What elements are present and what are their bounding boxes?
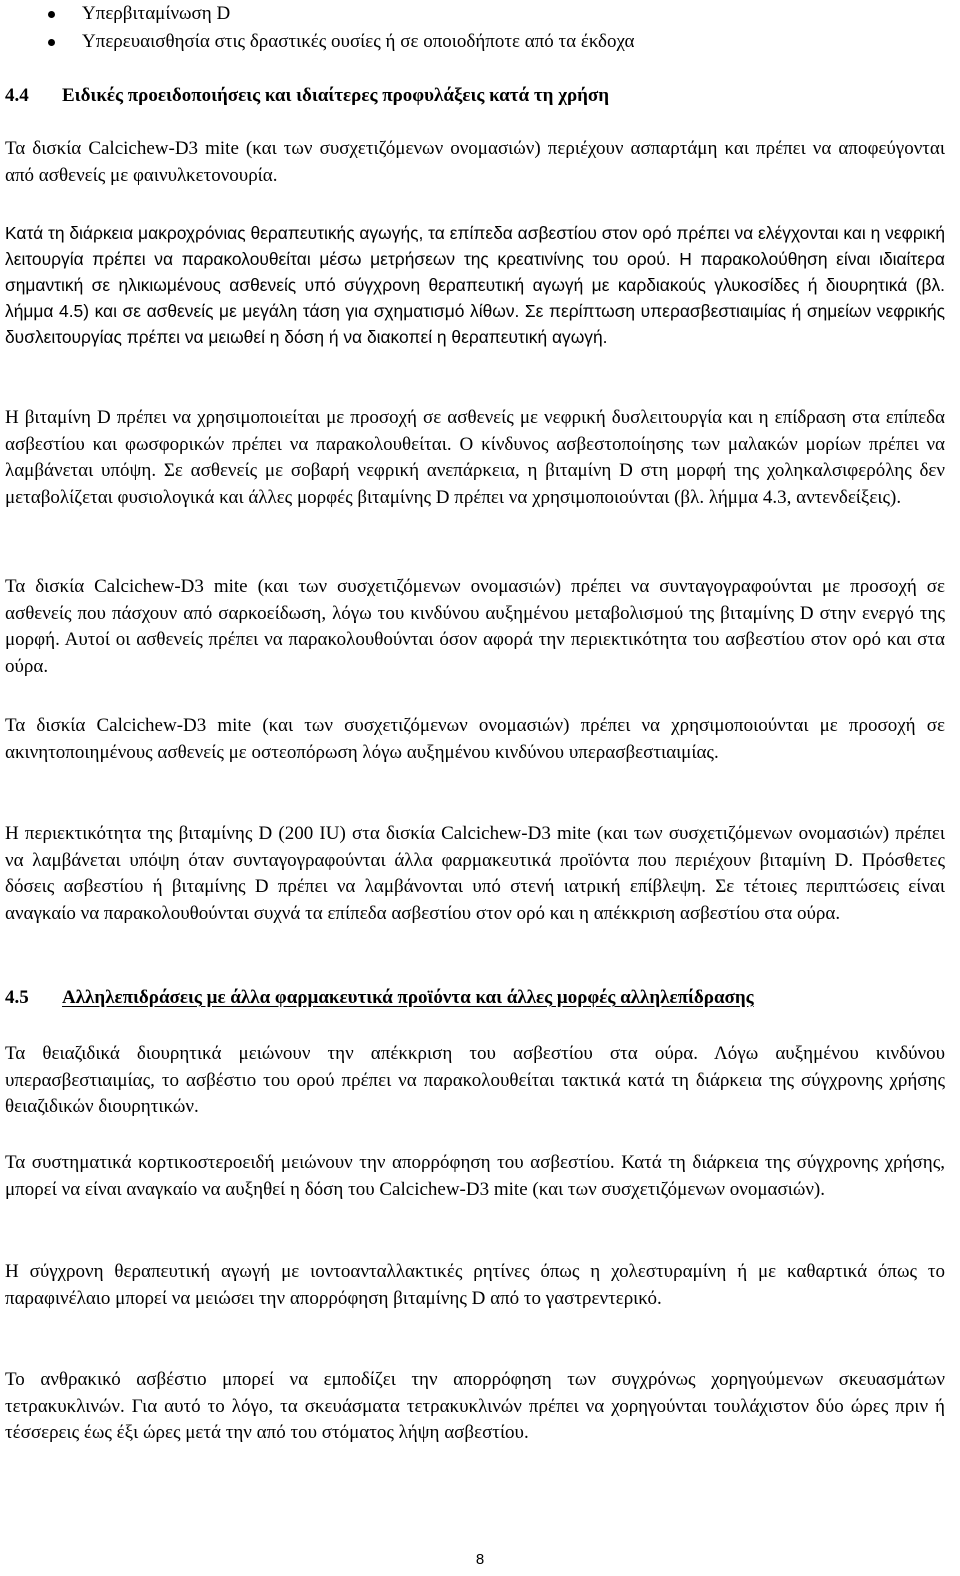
bullet-icon [48, 11, 55, 18]
paragraph: Η περιεκτικότητα της βιταμίνης D (200 IU) στα δισκία Calcichew-D3 mite (και των συσχετιζόμενων ονομασιών) πρέπει να λαμβάνεται υπόψη όταν συνταγογραφούνται άλλα φαρμακευτικά προϊόντα που περιέχουν βιταμίνη D. Πρόσθετες δόσεις ασβεστίου ή βιταμίνης D πρέπει να λαμβάνονται υπό στενή ιατρική επίβλεψη. Σε τέτοιες περιπτώσεις είναι αναγκαίο να παρακολουθούνται συχνά τα επίπεδα ασβεστίου στον ορό και η απέκκριση ασβεστίου στα ούρα. [5, 823, 945, 924]
paragraph: Τα δισκία Calcichew-D3 mite (και των συσχετιζόμενων ονομασιών) περιέχουν ασπαρτάμη και πρέπει να αποφεύγονται από ασθενείς με φαινυλκετονουρία. [5, 138, 945, 186]
paragraph: Τα δισκία Calcichew-D3 mite (και των συσχετιζόμενων ονομασιών) πρέπει να συνταγογραφούνται με προσοχή σε ασθενείς που πάσχουν από σαρκοείδωση, λόγω του κινδύνου αυξημένου μεταβολισμού της βιταμίνης D στην ενεργό της μορφή. Αυτοί οι ασθενείς πρέπει να παρακολουθούνται όσον αφορά την περιεκτικότητα του ασβεστίου στον ορό και στα ούρα. [5, 576, 945, 677]
paragraph: Η βιταμίνη D πρέπει να χρησιμοποιείται με προσοχή σε ασθενείς με νεφρική δυσλειτουργία και η επίδραση στα επίπεδα ασβεστίου και φωσφορικών πρέπει να παρακολουθείται. Ο κίνδυνος ασβεστοποίησης των μαλακών μορίων πρέπει να λαμβάνεται υπόψη. Σε ασθενείς με σοβαρή νεφρική ανεπάρκεια, η βιταμίνη D στη μορφή της χοληκαλσιφερόλης δεν μεταβολίζεται φυσιολογικά και άλλες μορφές βιταμίνης D πρέπει να χρησιμοποιούνται (βλ. λήμμα 4.3, αντενδείξεις). [5, 407, 945, 508]
list-item [5, 28, 945, 56]
bullet-icon [48, 39, 55, 46]
list-item-text: Υπερβιταμίνωση D [82, 3, 231, 24]
page-number: 8 [475, 1551, 485, 1568]
section-heading-4-5 [5, 985, 754, 1011]
paragraph: Τα δισκία Calcichew-D3 mite (και των συσχετιζόμενων ονομασιών) πρέπει να χρησιμοποιούνται με προσοχή σε ακινητοποιημένους ασθενείς με οστεοπόρωση λόγω αυξημένου κινδύνου υπερασβεστιαιμίας. [5, 715, 945, 763]
paragraph: Η σύγχρονη θεραπευτική αγωγή με ιοντοανταλλακτικές ρητίνες όπως η χολεστυραμίνη ή με καθαρτικά όπως το παραφινέλαιο μπορεί να μειώσει την απορρόφηση βιταμίνης D από το γαστρεντερικό. [5, 1261, 945, 1309]
section-number: 4.4 [5, 85, 29, 106]
section-title: Ειδικές προειδοποιήσεις και ιδιαίτερες προφυλάξεις κατά τη χρήση [62, 85, 610, 106]
list-item [5, 0, 945, 28]
section-title: Αλληλεπιδράσεις με άλλα φαρμακευτικά προϊόντα και άλλες μορφές αλληλεπίδρασης [62, 987, 754, 1008]
paragraph: Τα συστηματικά κορτικοστεροειδή μειώνουν την απορρόφηση του ασβεστίου. Κατά τη διάρκεια της σύγχρονης χρήσης, μπορεί να είναι αναγκαίο να αυξηθεί η δόση του Calcichew-D3 mite (και των συσχετιζόμενων ονομασιών). [5, 1152, 945, 1200]
paragraph: Τα θειαζιδικά διουρητικά μειώνουν την απέκκριση του ασβεστίου στα ούρα. Λόγω αυξημένου κινδύνου υπερασβεστιαιμίας, το ασβέστιο του ορού πρέπει να παρακολουθείται τακτικά κατά τη διάρκεια της σύγχρονης χρήσης θειαζιδικών διουρητικών. [5, 1043, 945, 1117]
section-heading-4-4 [5, 83, 609, 109]
paragraph: Κατά τη διάρκεια μακροχρόνιας θεραπευτικής αγωγής, τα επίπεδα ασβεστίου στον ορό πρέπει να ελέγχονται και η νεφρική λειτουργία πρέπει να παρακολουθείται μέσω μετρήσεων της κρεατινίνης του ορού. Η παρακολούθηση είναι ιδιαίτερα σημαντική σε ηλικιωμένους ασθενείς υπό σύγχρονη θεραπευτική αγωγή με καρδιακούς γλυκοσίδες ή διουρητικά (βλ. λήμμα 4.5) και σε ασθενείς με μεγάλη τάση για σχηματισμό λίθων. Σε περίπτωση υπερασβεστιαιμίας ή σημείων νεφρικής δυσλειτουργίας πρέπει να μειωθεί η δόση ή να διακοπεί η θεραπευτική αγωγή. [5, 223, 945, 347]
paragraph: Το ανθρακικό ασβέστιο μπορεί να εμποδίζει την απορρόφηση των συγχρόνως χορηγούμενων σκευασμάτων τετρακυκλινών. Για αυτό το λόγο, τα σκευάσματα τετρακυκλινών πρέπει να χορηγούνται τουλάχιστον δύο ώρες πριν ή τέσσερεις έως έξι ώρες μετά την από του στόματος λήψη ασβεστίου. [5, 1369, 945, 1443]
section-number: 4.5 [5, 987, 29, 1008]
list-item-text: Υπερευαισθησία στις δραστικές ουσίες ή σε οποιοδήποτε από τα έκδοχα [82, 31, 635, 52]
contraindications-list [5, 0, 945, 56]
